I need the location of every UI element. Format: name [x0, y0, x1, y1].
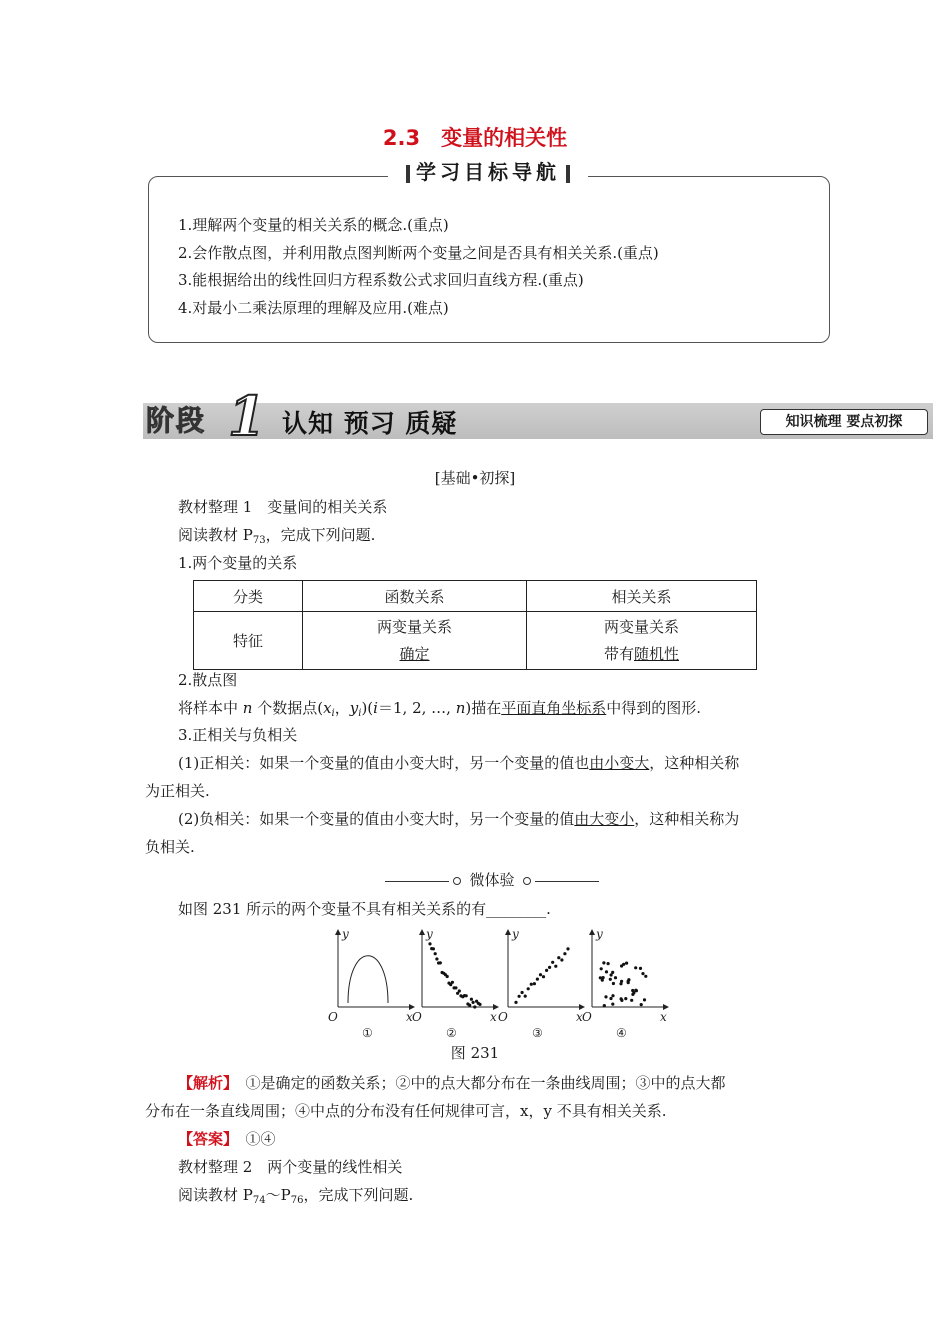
- data-point: [527, 987, 530, 990]
- data-point: [634, 966, 637, 969]
- learning-goals-header: 学习目标导航: [388, 157, 588, 187]
- data-point: [468, 1004, 471, 1007]
- y-axis-label: y: [596, 927, 603, 941]
- table-cell-correlation: 两变量关系 带有随机性: [527, 612, 757, 670]
- data-point: [470, 998, 473, 1001]
- table-row-feature: 特征: [194, 612, 303, 670]
- data-point: [602, 961, 605, 964]
- data-point: [614, 976, 617, 979]
- data-point: [454, 986, 457, 989]
- data-point: [435, 957, 438, 960]
- x-axis-label: x: [406, 1010, 413, 1024]
- relation-item-heading: 1.两个变量的关系: [178, 554, 298, 572]
- answer-line: 【答案】 ①④: [178, 1130, 276, 1148]
- data-point: [611, 1003, 614, 1006]
- material1-read: 阅读教材 $P_{73}$，完成下列问题.: [178, 526, 376, 546]
- scatter-heading: 2.散点图: [178, 671, 238, 689]
- data-point: [465, 994, 468, 997]
- y-axis-label: y: [342, 927, 349, 941]
- data-point: [434, 952, 437, 955]
- data-point: [610, 973, 613, 976]
- data-point: [458, 989, 461, 992]
- data-point: [554, 965, 557, 968]
- x-axis-label: x: [660, 1010, 667, 1024]
- data-point: [630, 999, 633, 1002]
- y-axis-label: y: [426, 927, 433, 941]
- data-point: [530, 983, 533, 986]
- data-point: [557, 956, 560, 959]
- data-point: [639, 967, 642, 970]
- data-point: [602, 976, 605, 979]
- data-point: [542, 975, 545, 978]
- data-point: [641, 972, 644, 975]
- material2-read: 阅读教材 $P_{74}\sim P_{76}$，完成下列问题.: [178, 1186, 414, 1206]
- plot-label: ③: [532, 1026, 543, 1040]
- figure-caption: 图 231: [450, 1044, 500, 1062]
- data-point: [599, 976, 602, 979]
- stage-tag: 知识梳理 要点初探: [760, 409, 928, 435]
- relation-table: [193, 580, 757, 670]
- analysis-line-1: 【解析】 ①是确定的函数关系；②中的点大都分布在一条曲线周围；③中的点大都: [178, 1074, 726, 1092]
- data-point: [439, 961, 442, 964]
- function-curve: [348, 956, 388, 1003]
- correlation-heading: 3.正相关与负相关: [178, 726, 298, 744]
- data-point: [625, 962, 628, 965]
- data-point: [518, 995, 521, 998]
- negative-correlation: (2)负相关：如果一个变量的值由小变大时，另一个变量的值由大变小，这种相关称为: [178, 810, 740, 828]
- data-point: [428, 942, 431, 945]
- data-point: [514, 1001, 517, 1004]
- material2-heading: 教材整理 2 两个变量的线性相关: [178, 1158, 403, 1176]
- scatter-definition: 将样本中 n 个数据点($x_i$，$y_i)(i=1$, 2, …, n)描在平面直角坐标系中得到的图形.: [178, 699, 702, 719]
- data-point: [640, 1003, 643, 1006]
- positive-correlation-cont: 为正相关.: [145, 782, 210, 800]
- data-point: [634, 989, 637, 992]
- goal-item: 4.对最小二乘法原理的理解及应用.(难点): [178, 299, 449, 317]
- analysis-tag: 【解析】: [178, 1074, 231, 1092]
- table-cell-function: 两变量关系 确定: [303, 612, 527, 670]
- table-header-category: 分类: [194, 581, 303, 612]
- table-header-correlation: 相关关系: [527, 581, 757, 612]
- data-point: [624, 997, 627, 1000]
- origin-label: O: [412, 1010, 422, 1024]
- data-point: [644, 975, 647, 978]
- data-point: [478, 1003, 481, 1006]
- material1-heading: 教材整理 1 变量间的相关关系: [178, 498, 388, 516]
- basics-label: [基础•初探]: [434, 469, 516, 487]
- data-point: [548, 966, 551, 969]
- answer-tag: 【答案】: [178, 1130, 231, 1148]
- section-title: 2.3 变量的相关性: [382, 126, 568, 150]
- data-point: [563, 952, 566, 955]
- plot-points: [428, 942, 481, 1008]
- data-point: [620, 999, 623, 1002]
- negative-correlation-cont: 负相关.: [145, 838, 195, 856]
- origin-label: O: [582, 1010, 592, 1024]
- plot-points: [599, 961, 648, 1007]
- stage-label: 阶段: [146, 404, 207, 437]
- plot-points: [514, 947, 569, 1004]
- data-point: [521, 991, 524, 994]
- plot-label: ④: [616, 1026, 627, 1040]
- y-axis-label: y: [512, 927, 519, 941]
- data-point: [536, 978, 539, 981]
- data-point: [446, 975, 449, 978]
- data-point: [622, 963, 625, 966]
- origin-label: O: [328, 1010, 338, 1024]
- mini-exercise-label: 微体验: [380, 869, 604, 890]
- origin-label: O: [498, 1010, 508, 1024]
- stage-number: 1: [228, 384, 266, 448]
- plot-label: ①: [362, 1026, 373, 1040]
- plot-label: ②: [446, 1026, 457, 1040]
- data-point: [472, 1001, 475, 1004]
- data-point: [643, 998, 646, 1001]
- data-point: [473, 1005, 476, 1008]
- goal-item: 3.能根据给出的线性回归方程系数公式求回归直线方程.(重点): [178, 271, 584, 289]
- data-point: [620, 980, 623, 983]
- data-point: [607, 962, 610, 965]
- data-point: [605, 970, 608, 973]
- goal-item: 2.会作散点图，并利用散点图判断两个变量之间是否具有相关关系.(重点): [178, 244, 659, 262]
- data-point: [432, 947, 435, 950]
- data-point: [545, 969, 548, 972]
- analysis-line-2: 分布在一条直线周围；④中点的分布没有任何规律可言，x，y 不具有相关关系.: [145, 1102, 667, 1120]
- positive-correlation: (1)正相关：如果一个变量的值由小变大时，另一个变量的值也由小变大，这种相关称: [178, 754, 740, 772]
- data-point: [627, 981, 630, 984]
- data-point: [603, 1004, 606, 1007]
- data-point: [560, 958, 563, 961]
- exercise-question: 如图 231 所示的两个变量不具有相关关系的有________.: [178, 900, 551, 918]
- data-point: [533, 982, 536, 985]
- table-header-function: 函数关系: [303, 581, 527, 612]
- data-point: [600, 967, 603, 970]
- x-axis-label: x: [490, 1010, 497, 1024]
- data-point: [609, 978, 612, 981]
- stage-title: 认知 预习 质疑: [282, 409, 458, 438]
- data-point: [524, 995, 527, 998]
- data-point: [611, 994, 614, 997]
- data-point: [451, 981, 454, 984]
- figure-231: [320, 924, 670, 1042]
- data-point: [539, 973, 542, 976]
- goal-item: 1.理解两个变量的相关关系的概念.(重点): [178, 216, 449, 234]
- data-point: [632, 991, 635, 994]
- data-point: [551, 961, 554, 964]
- data-point: [609, 997, 612, 1000]
- data-point: [604, 995, 607, 998]
- x-axis-label: x: [576, 1010, 583, 1024]
- data-point: [612, 982, 615, 985]
- data-point: [566, 947, 569, 950]
